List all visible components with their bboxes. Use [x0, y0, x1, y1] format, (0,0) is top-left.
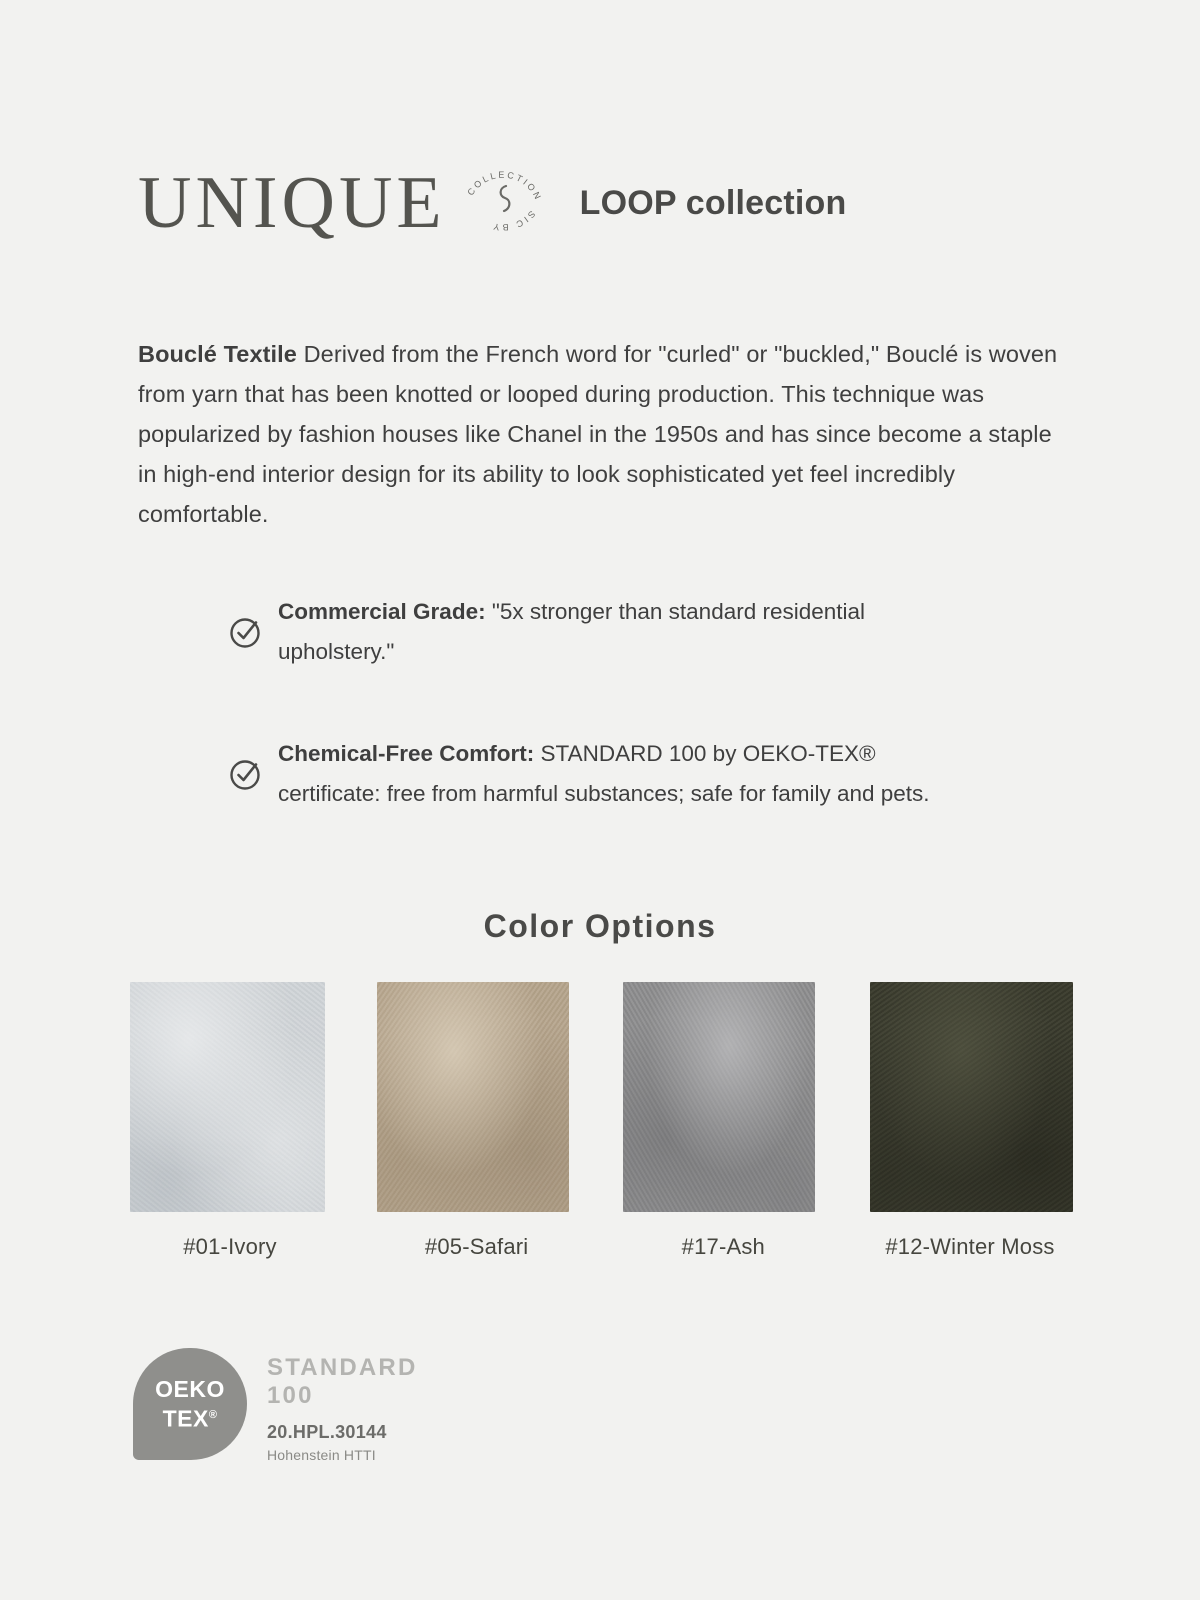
feature-lead: Commercial Grade: — [278, 599, 486, 624]
oeko-mark-line2: TEX® — [162, 1405, 218, 1432]
color-options-title: Color Options — [483, 908, 717, 944]
feature-item-commercial-grade — [228, 592, 1068, 672]
oeko-standard-label: STANDARD — [267, 1354, 418, 1381]
oeko-mark-line1: OEKO — [155, 1376, 225, 1403]
svg-text:SIC BY: SIC BY — [489, 208, 537, 233]
svg-text:COLLECTION: COLLECTION — [464, 169, 544, 203]
swatch-image-ivory[interactable] — [130, 982, 325, 1212]
collection-seal-icon — [460, 156, 546, 242]
feature-body: STANDARD 100 by OEKO-TEX® certificate: free from harmful substances; safe for family and pets. — [278, 741, 930, 806]
swatch-image-winter-moss[interactable] — [870, 982, 1073, 1212]
oeko-tex-certification — [133, 1348, 553, 1468]
feature-text — [278, 734, 978, 814]
swatch-label: #01-Ivory — [183, 1234, 277, 1259]
swatch-label: #05-Safari — [424, 1234, 529, 1259]
oeko-institute: Hohenstein HTTI — [267, 1447, 376, 1463]
swatch-image-safari[interactable] — [377, 982, 569, 1212]
color-swatch[interactable] — [870, 982, 1070, 1260]
brand-wordmark: UNIQUE — [138, 162, 446, 244]
feature-item-chemical-free — [228, 734, 1068, 814]
oeko-standard-number: 100 — [267, 1382, 314, 1409]
oeko-tex-details — [267, 1354, 417, 1463]
color-swatch-list — [130, 982, 1070, 1260]
intro-paragraph — [138, 334, 1058, 534]
intro-lead: Bouclé Textile — [138, 340, 297, 367]
oeko-tex-logo-icon — [133, 1348, 247, 1460]
color-swatch[interactable] — [623, 982, 823, 1260]
check-circle-icon — [228, 614, 264, 650]
feature-body: "5x stronger than standard residential upholstery." — [278, 599, 866, 664]
oeko-certificate-code: 20.HPL.30144 — [267, 1422, 387, 1442]
feature-list — [228, 592, 1068, 876]
color-swatch[interactable] — [377, 982, 577, 1260]
swatch-label: #17-Ash — [681, 1234, 765, 1259]
registered-symbol: ® — [208, 1409, 218, 1422]
collection-title: LOOP collection — [579, 183, 847, 222]
swatch-image-ash[interactable] — [623, 982, 815, 1212]
intro-body: Derived from the French word for "curled" or "buckled," Bouclé is woven from yarn that has been knotted or looped during production. This technique was popularized by fashion houses like Chanel in the 1950s and has since become a staple in high-end interior design for its ability to look sophisticated yet feel incredibly comfortable. — [138, 340, 1058, 527]
swatch-label: #12-Winter Moss — [885, 1234, 1055, 1259]
feature-lead: Chemical-Free Comfort: — [278, 741, 535, 766]
feature-text — [278, 592, 978, 672]
check-circle-icon — [228, 756, 264, 792]
color-swatch[interactable] — [130, 982, 330, 1260]
document-header — [138, 148, 1078, 258]
